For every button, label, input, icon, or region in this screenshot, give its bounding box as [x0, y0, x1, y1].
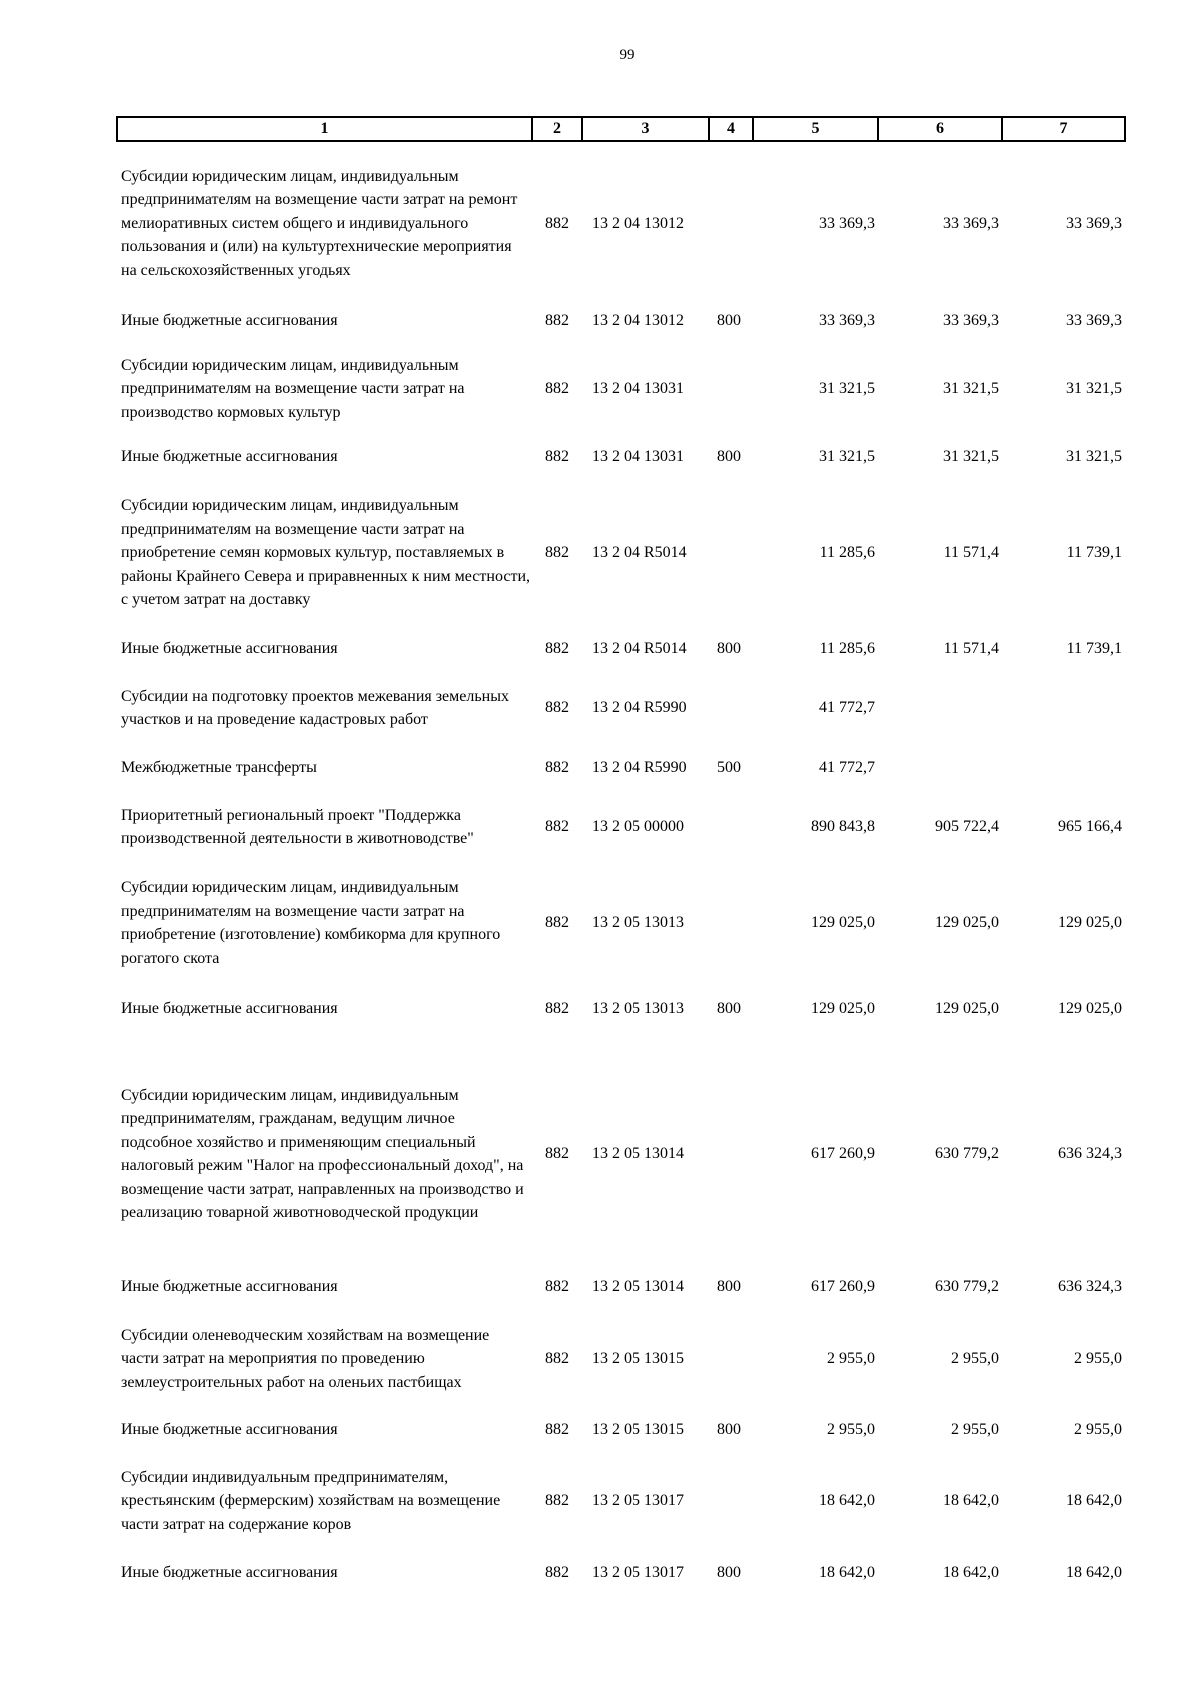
row-amount-col7: 129 025,0	[1058, 1000, 1122, 1018]
row-department-code: 882	[545, 914, 569, 932]
page-number: 99	[619, 47, 635, 63]
table-row	[117, 305, 1125, 337]
row-target-article: 13 2 04 R5014	[592, 544, 687, 562]
row-amount-col6: 129 025,0	[935, 914, 999, 932]
row-target-article: 13 2 04 R5990	[592, 759, 687, 777]
row-department-code: 882	[545, 818, 569, 836]
row-name: Субсидии юридическим лицам, индивидуальным предпринимателям на возмещение части затрат на приобретение семян кормовых культур, поставляемых в районы Крайнего Севера и приравненных к ним местности, с учетом затрат на доставку	[121, 497, 531, 609]
row-amount-col7: 2 955,0	[1074, 1421, 1122, 1439]
row-amount-col5: 2 955,0	[827, 1421, 875, 1439]
row-amount-col5: 31 321,5	[819, 448, 875, 466]
row-amount-col6: 129 025,0	[935, 1000, 999, 1018]
column-number-header-row	[117, 117, 1125, 141]
row-target-article: 13 2 05 13014	[592, 1278, 684, 1296]
row-expense-type	[709, 869, 753, 977]
row-expense-type: 500	[717, 759, 741, 777]
row-expense-type: 800	[717, 1000, 741, 1018]
row-amount-col5: 129 025,0	[811, 1000, 875, 1018]
row-department-code: 882	[545, 759, 569, 777]
row-amount-col5: 31 321,5	[819, 380, 875, 398]
row-amount-col5: 617 260,9	[811, 1278, 875, 1296]
table-row	[117, 1307, 1125, 1411]
row-target-article: 13 2 05 13015	[592, 1421, 684, 1439]
table-row	[117, 1041, 1125, 1267]
row-expense-type: 800	[717, 1421, 741, 1439]
row-amount-col5: 33 369,3	[819, 214, 875, 232]
row-department-code: 882	[545, 448, 569, 466]
row-name: Субсидии индивидуальным предпринимателям, крестьянским (фермерским) хозяйствам на возмещение части затрат на содержание коров	[121, 1468, 501, 1533]
row-amount-col7	[1002, 751, 1125, 785]
row-amount-col7: 965 166,4	[1058, 818, 1122, 836]
row-amount-col5: 11 285,6	[819, 544, 875, 562]
row-amount-col6: 2 955,0	[951, 1350, 999, 1368]
table-row	[117, 633, 1125, 665]
row-amount-col6: 33 369,3	[943, 312, 999, 330]
row-amount-col7: 31 321,5	[1066, 448, 1122, 466]
row-name: Иные бюджетные ассигнования	[121, 1278, 338, 1296]
row-amount-col6: 31 321,5	[943, 448, 999, 466]
row-target-article: 13 2 04 13012	[592, 312, 684, 330]
row-name: Субсидии на подготовку проектов межевания земельных участков и на проведение кадастровых работ	[121, 687, 509, 728]
row-expense-type: 800	[717, 1278, 741, 1296]
row-name: Иные бюджетные ассигнования	[121, 1564, 338, 1582]
row-name: Иные бюджетные ассигнования	[121, 1421, 338, 1439]
row-amount-col5: 18 642,0	[819, 1564, 875, 1582]
row-amount-col6: 630 779,2	[935, 1278, 999, 1296]
row-amount-col7: 33 369,3	[1066, 214, 1122, 232]
column-header-6: 6	[878, 117, 1002, 141]
row-expense-type	[709, 473, 753, 633]
row-name: Межбюджетные трансферты	[121, 759, 317, 777]
table-row	[117, 977, 1125, 1041]
table-row	[117, 1553, 1125, 1593]
row-expense-type	[709, 1449, 753, 1553]
row-amount-col6: 18 642,0	[943, 1564, 999, 1582]
row-amount-col6: 31 321,5	[943, 380, 999, 398]
row-amount-col6	[878, 665, 1002, 751]
row-expense-type	[709, 785, 753, 869]
row-department-code: 882	[545, 1421, 569, 1439]
row-amount-col6: 630 779,2	[935, 1145, 999, 1163]
row-amount-col6: 11 571,4	[943, 640, 999, 658]
row-department-code: 882	[545, 1492, 569, 1510]
row-amount-col7: 31 321,5	[1066, 380, 1122, 398]
row-amount-col7: 11 739,1	[1066, 640, 1122, 658]
table-row	[117, 869, 1125, 977]
table-row	[117, 1411, 1125, 1449]
row-department-code: 882	[545, 640, 569, 658]
row-expense-type	[709, 141, 753, 305]
row-amount-col7: 18 642,0	[1066, 1492, 1122, 1510]
row-amount-col7: 11 739,1	[1066, 544, 1122, 562]
row-amount-col5: 2 955,0	[827, 1350, 875, 1368]
row-department-code: 882	[545, 699, 569, 717]
row-name: Приоритетный региональный проект "Поддержка производственной деятельности в животноводстве"	[121, 806, 474, 847]
row-amount-col7: 636 324,3	[1058, 1278, 1122, 1296]
column-header-3: 3	[582, 117, 709, 141]
row-amount-col7: 636 324,3	[1058, 1145, 1122, 1163]
row-amount-col7: 33 369,3	[1066, 312, 1122, 330]
row-department-code: 882	[545, 544, 569, 562]
row-name: Субсидии юридическим лицам, индивидуальным предпринимателям на возмещение части затрат на производство кормовых культур	[121, 356, 465, 421]
row-amount-col6	[878, 751, 1002, 785]
row-department-code: 882	[545, 1000, 569, 1018]
row-name: Иные бюджетные ассигнования	[121, 448, 338, 466]
row-expense-type: 800	[717, 312, 741, 330]
column-header-1: 1	[117, 117, 532, 141]
row-amount-col5: 41 772,7	[819, 699, 875, 717]
row-amount-col7: 129 025,0	[1058, 914, 1122, 932]
row-amount-col6: 18 642,0	[943, 1492, 999, 1510]
row-amount-col5: 129 025,0	[811, 914, 875, 932]
table-row	[117, 441, 1125, 473]
row-target-article: 13 2 05 13013	[592, 914, 684, 932]
row-expense-type: 800	[717, 640, 741, 658]
row-amount-col7: 2 955,0	[1074, 1350, 1122, 1368]
table-row	[117, 665, 1125, 751]
column-header-2: 2	[532, 117, 582, 141]
table-row	[117, 785, 1125, 869]
row-amount-col5: 41 772,7	[819, 759, 875, 777]
row-amount-col7	[1002, 665, 1125, 751]
row-expense-type	[709, 665, 753, 751]
budget-table-container	[116, 116, 1124, 1593]
row-amount-col6: 33 369,3	[943, 214, 999, 232]
row-amount-col5: 11 285,6	[819, 640, 875, 658]
row-amount-col5: 18 642,0	[819, 1492, 875, 1510]
row-department-code: 882	[545, 214, 569, 232]
row-expense-type	[709, 337, 753, 441]
row-amount-col5: 617 260,9	[811, 1145, 875, 1163]
budget-table	[116, 116, 1126, 1593]
row-amount-col5: 33 369,3	[819, 312, 875, 330]
row-target-article: 13 2 04 R5014	[592, 640, 687, 658]
row-target-article: 13 2 05 13013	[592, 1000, 684, 1018]
table-row	[117, 141, 1125, 305]
row-amount-col5: 890 843,8	[811, 818, 875, 836]
row-target-article: 13 2 05 13014	[592, 1145, 684, 1163]
table-row	[117, 1449, 1125, 1553]
row-name: Иные бюджетные ассигнования	[121, 1000, 338, 1018]
table-row	[117, 751, 1125, 785]
row-department-code: 882	[545, 1145, 569, 1163]
row-name: Иные бюджетные ассигнования	[121, 312, 338, 330]
table-row	[117, 473, 1125, 633]
row-amount-col6: 11 571,4	[943, 544, 999, 562]
column-header-5: 5	[753, 117, 878, 141]
row-amount-col6: 905 722,4	[935, 818, 999, 836]
row-target-article: 13 2 05 13017	[592, 1564, 684, 1582]
row-department-code: 882	[545, 312, 569, 330]
table-row	[117, 337, 1125, 441]
row-name: Иные бюджетные ассигнования	[121, 640, 338, 658]
row-target-article: 13 2 04 13031	[592, 448, 684, 466]
row-expense-type	[709, 1041, 753, 1267]
row-name: Субсидии оленеводческим хозяйствам на возмещение части затрат на мероприятия по проведению землеустроительных работ на оленьих пастбищах	[121, 1326, 490, 1391]
row-expense-type: 800	[717, 448, 741, 466]
row-department-code: 882	[545, 1350, 569, 1368]
row-name: Субсидии юридическим лицам, индивидуальным предпринимателям на возмещение части затрат на приобретение (изготовление) комбикорма для крупного рогатого скота	[121, 879, 501, 967]
table-row	[117, 1267, 1125, 1307]
row-amount-col7: 18 642,0	[1066, 1564, 1122, 1582]
row-expense-type: 800	[717, 1564, 741, 1582]
row-department-code: 882	[545, 1564, 569, 1582]
row-name: Субсидии юридическим лицам, индивидуальным предпринимателям, гражданам, ведущим личное подсобное хозяйство и применяющим специальный налоговый режим "Налог на профессиональный доход", на возмещение части затрат, направленных на производство и реализацию товарной животноводческой продукции	[121, 1086, 524, 1221]
row-target-article: 13 2 04 13031	[592, 380, 684, 398]
row-expense-type	[709, 1307, 753, 1411]
column-header-4: 4	[709, 117, 753, 141]
row-amount-col6: 2 955,0	[951, 1421, 999, 1439]
row-name: Субсидии юридическим лицам, индивидуальным предпринимателям на возмещение части затрат на ремонт мелиоративных систем общего и индивидуального пользования и (или) на культуртехнические мероприятия на сельскохозяйственных угодьях	[121, 167, 518, 279]
row-target-article: 13 2 04 R5990	[592, 699, 687, 717]
row-target-article: 13 2 05 13015	[592, 1350, 684, 1368]
row-target-article: 13 2 04 13012	[592, 214, 684, 232]
row-department-code: 882	[545, 380, 569, 398]
row-department-code: 882	[545, 1278, 569, 1296]
row-target-article: 13 2 05 13017	[592, 1492, 684, 1510]
column-header-7: 7	[1002, 117, 1125, 141]
row-target-article: 13 2 05 00000	[592, 818, 684, 836]
